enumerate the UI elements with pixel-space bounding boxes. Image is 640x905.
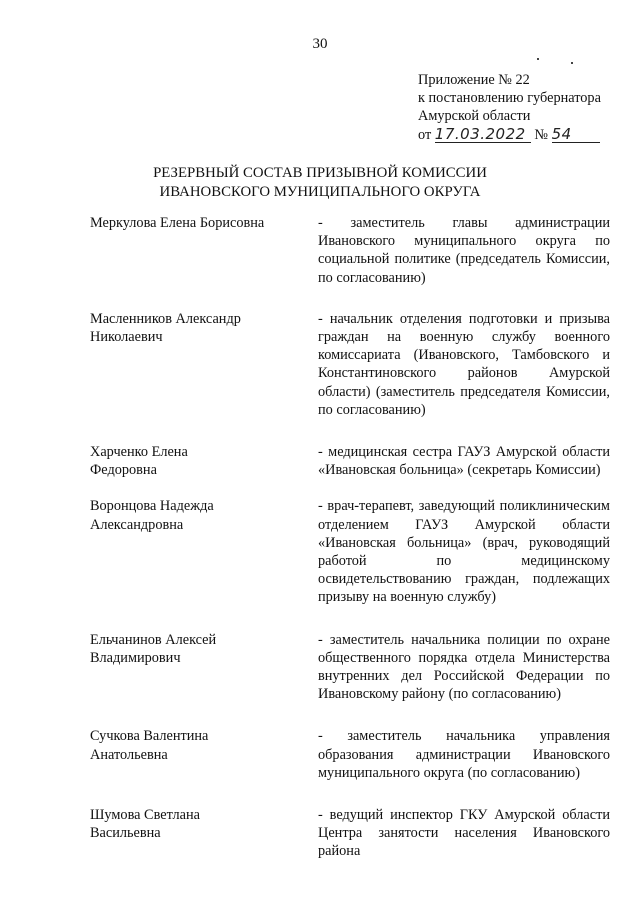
- member-row: [90, 443, 610, 479]
- member-row: [90, 310, 610, 419]
- appendix-title: Приложение № 22: [418, 72, 530, 88]
- number-label: №: [534, 126, 549, 143]
- document-title: [0, 164, 640, 201]
- member-role: - заместитель начальника полиции по охране общественного порядка отдела Министерства внутренних дел Российской Федерации по Ивановскому району (по согласованию): [318, 631, 610, 703]
- member-role: - заместитель главы администрации Ивановского муниципального округа по социальной политике (председатель Комиссии, по согласованию): [318, 215, 610, 286]
- scan-artifact: [571, 62, 573, 64]
- member-row: [90, 727, 610, 782]
- scan-artifact: [537, 58, 539, 60]
- member-name: Харченко Елена Федоровна: [90, 444, 188, 479]
- page-number: 30: [312, 36, 328, 52]
- member-name: Сучкова Валентина Анатольевна: [90, 728, 209, 763]
- member-row: [90, 631, 610, 704]
- member-name: Масленников Александр Николаевич: [90, 310, 241, 346]
- member-row: [90, 214, 610, 287]
- member-name: Шумова Светлана Васильевна: [90, 807, 200, 842]
- appendix-header: [418, 71, 618, 144]
- member-row: [90, 806, 610, 861]
- appendix-date-number: [418, 126, 618, 144]
- from-label: от: [418, 126, 432, 143]
- handwritten-date: 17.03.2022: [435, 127, 531, 143]
- member-role: - заместитель начальника управления образования администрации Ивановского муниципального округа (по согласованию): [318, 728, 610, 781]
- member-name: Воронцова Надежда Александровна: [90, 498, 214, 533]
- member-row: [90, 497, 610, 606]
- member-role: - начальник отделения подготовки и призыва граждан на военную службу военного комиссариата (Ивановского, Тамбовского и Константиновского районов Амурской области) (заместитель председателя Комиссии, по согласованию): [318, 310, 610, 418]
- appendix-decree-ref: к постановлению губернатора: [418, 90, 601, 107]
- member-role: - медицинская сестра ГАУЗ Амурской области «Ивановская больница» (секретарь Комиссии): [318, 444, 610, 479]
- appendix-region: Амурской области: [418, 108, 531, 125]
- commission-members-list: [90, 214, 610, 861]
- title-line-1: РЕЗЕРВНЫЙ СОСТАВ ПРИЗЫВНОЙ КОМИССИИ: [153, 165, 487, 181]
- member-role: - ведущий инспектор ГКУ Амурской области Центра занятости населения Ивановского района: [318, 807, 610, 860]
- member-role: - врач-терапевт, заведующий поликлиническим отделением ГАУЗ Амурской области «Ивановская больница» (врач, руководящий работой по медицинскому освидетельствованию граждан, подлежащих призыву на военную службу): [318, 498, 610, 606]
- title-line-2: ИВАНОВСКОГО МУНИЦИПАЛЬНОГО ОКРУГА: [159, 183, 481, 200]
- handwritten-number: 54: [552, 127, 600, 143]
- member-name: Ельчанинов Алексей Владимирович: [90, 631, 217, 666]
- member-name: Меркулова Елена Борисовна: [90, 215, 265, 231]
